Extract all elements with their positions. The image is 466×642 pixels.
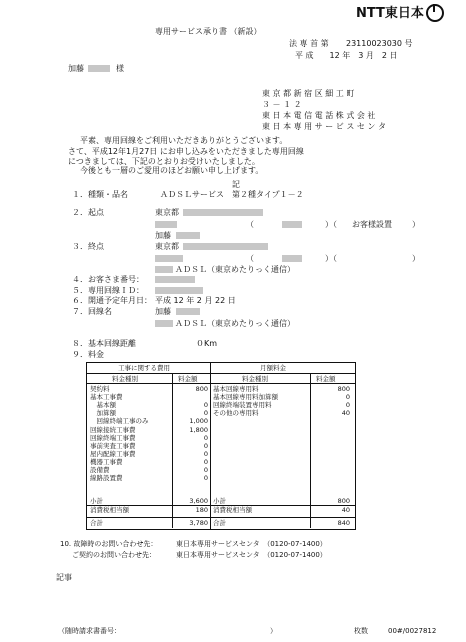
fee-right-item: 小計 [213,497,226,505]
item6-label: ６．開通予定年月日： [72,296,152,305]
invoice-number-label: （随時請求書番号： [58,627,121,635]
contact10-label: 10. 故障時のお問い合わせ先： [60,540,158,548]
recipient-name: 加藤 [68,64,84,73]
fee-right-title: 月額料金 [260,364,286,372]
fee-left-item: 消費税相当額 [90,506,129,514]
fee-left-amount: 0 [203,409,208,418]
ntt-east-logo [356,4,460,24]
fee-left-item: 合計 [90,519,103,527]
redacted-name [176,308,200,315]
fee-right-item: 基本回線専用料 [213,385,259,393]
intro-line2: さて、平成12年1月27日 にお申し込みをいただきました専用回線 [68,147,304,156]
fee-right-amount: 0 [345,393,350,402]
fee-left-amount: 1,800 [189,425,208,434]
fee-left-item: 事前実査工事費 [90,441,136,450]
fee-left-item: 設備費 [90,466,110,474]
redacted-text [155,266,173,273]
fee-left-amount: 0 [203,433,208,442]
item2-customer-installed: お客様設置 [352,220,392,229]
redacted-phone [282,221,302,228]
item3-address: 東京都 [155,242,179,251]
item8-label: ８．基本回線距離 [72,339,136,348]
fee-left-item: 線路設置費 [90,474,123,483]
fee-left-item: 加算額 [90,409,116,418]
item1-value: ＡＤＳＬサービス 第２種タイプ１－２ [160,190,304,199]
item3-name: ＡＤＳＬ（東京めたりっく通信） [175,265,295,274]
item2-paren-end: ） [412,220,420,229]
fee-right-item: 合計 [213,519,226,527]
ki-heading: 記 [232,180,240,189]
issue-date: 平 成 12 年 3 月 2 日 [295,51,398,60]
redacted-phone [282,255,302,262]
document-number: 23110023030 号 [346,39,413,48]
fee-left-amount: 0 [203,449,208,458]
item9-label: ９．料金 [72,350,104,359]
fee-right-amount: 800 [337,385,350,393]
fee-left-item: 機器工事費 [90,457,123,466]
redacted-address [183,209,263,216]
fee-right-amount-divider [310,373,311,528]
remarks-heading: 記事 [56,573,72,582]
document-title: 専用サービス承り書 （新設） [155,27,262,36]
fee-left-amount-divider [172,373,173,528]
fee-left-item: 回線終端工事のみ [90,417,149,426]
fee-right-amount: 40 [341,409,350,418]
fee-left-amount: 3,600 [189,497,208,505]
item4-label: ４．お客さま番号： [72,275,144,284]
fee-left-amount: 0 [203,441,208,450]
redacted-text [155,221,177,228]
redacted-text [155,255,183,262]
item5-label: ５．専用回線ＩＤ： [72,286,144,295]
contact10-value: 東日本専用サービスセンタ （0120-07-1400） [176,540,327,548]
page-count-label: 枚数 [354,627,368,635]
law-label: 法 専 首 第 [289,39,329,48]
recipient-suffix: 様 [116,64,124,73]
fee-left-item: 回線接続工事費 [90,425,136,434]
fee-left-item: 小計 [90,497,103,505]
fee-left-amount: 0 [203,401,208,410]
item6-value: 平成 12 年 2 月 22 日 [155,296,236,305]
fee-left-item: 契約料 [90,385,110,393]
fee-left-amount: 180 [195,506,208,514]
fee-right-item: 回線終端装置専用料 [213,401,272,410]
fee-left-amount: 1,000 [189,417,208,426]
fee-left-amount: 0 [203,457,208,466]
fee-right-amount: 40 [341,506,350,514]
issuer-center: 東 日 本 専 用 サ ー ビ ス セ ン タ [262,122,386,131]
intro-line1: 平素、専用回線をご利用いただきありがとうございます。 [80,136,288,145]
fee-left-col-amount: 料金額 [178,375,198,383]
item7-name: 加藤 [155,307,171,316]
redacted-address [183,243,268,250]
issuer-address1: 東 京 都 新 宿 区 細 工 町 [262,89,355,98]
fee-right-item: 基本回線専用料加算額 [213,393,278,402]
item7-label: ７．回線名 [72,307,112,316]
fee-left-item: 基本工事費 [90,393,123,402]
fee-total-rule [86,517,355,518]
intro-line4: 今後とも一層のご愛用のほどお願い申し上げます。 [80,166,264,175]
fee-right-amount: 840 [337,519,350,527]
item2-paren-close: ）（ [325,220,337,229]
item2-name: 加藤 [155,231,171,240]
fee-left-amount: 0 [203,474,208,483]
fee-left-title: 工事に関する費用 [118,364,170,372]
serial-number: 00#/0027812 [388,627,437,635]
redacted-name [88,65,110,72]
intro-line3: につきましては、下記のとおりお受けいたしました。 [68,157,260,166]
redacted-customer-number [155,276,195,283]
contact10b-value: 東日本専用サービスセンタ （0120-07-1400） [176,551,327,559]
item3-paren-end: ） [412,254,420,263]
fee-left-item: 屋内配線工事費 [90,449,136,458]
fee-left-item: 基本額 [90,401,116,410]
fee-right-item: 消費税相当額 [213,506,252,514]
invoice-number-end: ） [270,627,277,635]
item1-label: １．種類・品名 [72,190,128,199]
fee-right-amount: 0 [345,401,350,410]
redacted-text [155,320,173,327]
issuer-address2: ３ － １ ２ [262,100,302,109]
redacted-name [176,232,200,239]
fee-right-col-amount: 料金額 [316,375,336,383]
item3-paren-open: （ [246,254,254,263]
contact10b-label: ご契約のお問い合わせ先： [72,551,156,559]
fee-subheader-rule [86,383,355,384]
fee-center-divider [210,362,211,529]
redacted-line-id [155,287,203,294]
fee-left-amount: 0 [203,466,208,474]
item2-label: ２．起点 [72,208,104,217]
fee-right-col-type: 料金種別 [242,375,268,383]
fee-right-amount: 800 [337,497,350,505]
fee-left-amount: 800 [195,385,208,393]
issuer-company: 東 日 本 電 信 電 話 株 式 会 社 [262,111,376,120]
fee-left-col-type: 料金種別 [112,375,138,383]
item8-value: ０Km [196,339,218,348]
fee-left-amount: 3,780 [189,519,208,527]
item3-label: ３．終点 [72,242,104,251]
logo-text: NTT東日本 [356,6,424,21]
fee-right-item: その他の専用料 [213,409,259,418]
ntt-circle-icon [426,4,444,22]
item3-paren-close: ）（ [325,254,337,263]
item2-address: 東京都 [155,208,179,217]
fee-header-rule [86,373,355,374]
fee-left-item: 回線終端工事費 [90,433,136,442]
item7-sub: ＡＤＳＬ（東京めたりっく通信） [175,319,295,328]
item2-paren-open: （ [246,220,254,229]
